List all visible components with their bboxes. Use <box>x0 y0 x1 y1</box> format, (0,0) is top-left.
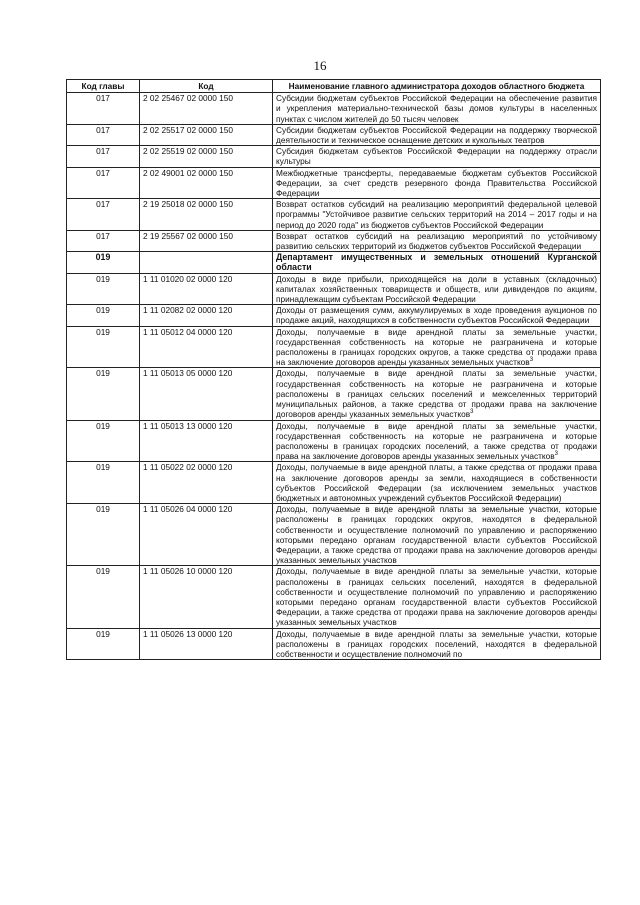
cell-name <box>273 628 601 660</box>
cell-name-text: Доходы от размещения сумм, аккумулируемых в ходе проведения аукционов по продаже акций, находящихся в собственности субъектов Российской Федерации <box>276 305 597 326</box>
cell-name-text: Доходы в виде прибыли, приходящейся на доли в уставных (складочных) капиталах хозяйственных товариществ и обществ, или дивидендов по акциям, принадлежащим субъектам Российской Федерации <box>276 273 597 305</box>
cell-name-text: Субсидия бюджетам субъектов Российской Федерации на поддержку отрасли культуры <box>276 146 597 167</box>
table-row <box>67 124 601 145</box>
footnote-marker: 3 <box>470 409 474 416</box>
cell-name-text: Доходы, получаемые в виде арендной платы, а также средства от продажи права на заключение договоров аренды за земли, находящиеся в собственности субъектов Российской Федерации (за исключением земельных участков бюджетных и автономных учреждений субъектов Российской Федерации) <box>276 462 597 503</box>
cell-code-head: 019 <box>67 462 140 504</box>
header-code: Код <box>140 80 273 93</box>
table-row <box>67 504 601 566</box>
cell-name-text: Возврат остатков субсидий на реализацию мероприятий по устойчивому развитию сельских территорий из бюджетов субъектов Российской Федерации <box>276 230 597 252</box>
cell-name <box>273 273 601 305</box>
cell-code: 1 11 05026 13 0000 120 <box>140 628 273 660</box>
table-row <box>67 462 601 504</box>
cell-code: 1 11 05026 10 0000 120 <box>140 566 273 628</box>
cell-code-head: 017 <box>67 199 140 231</box>
cell-name-text: Доходы, получаемые в виде арендной платы за земельные участки, государственная собственность на которые не разграничена и которые расположены в границах городских округов, а также средства от продажи права на заключение договоров аренды указанных земельных участков <box>276 326 597 368</box>
cell-code: 2 02 49001 02 0000 150 <box>140 167 273 199</box>
cell-code-head: 017 <box>67 230 140 251</box>
header-code-head: Код главы <box>67 80 140 93</box>
cell-name <box>273 368 601 420</box>
cell-code: 2 02 25517 02 0000 150 <box>140 124 273 145</box>
cell-code-head: 019 <box>67 273 140 305</box>
table-row <box>67 326 601 368</box>
cell-code: 2 19 25567 02 0000 150 <box>140 230 273 251</box>
cell-name-text: Доходы, получаемые в виде арендной платы за земельные участки, которые расположены в границах сельских поселений, находятся в федеральной собственности и осуществление полномочий по управлению и распоряжению которыми передано органам государственной власти субъектов Российской Федерации, а также средства от продажи права на заключение договоров аренды указанных земельных участков <box>276 566 597 628</box>
cell-code-head: 019 <box>67 252 140 273</box>
cell-code: 1 11 02082 02 0000 120 <box>140 305 273 326</box>
cell-name-text: Доходы, получаемые в виде арендной платы за земельные участки, которые расположены в границах городских округов, находятся в федеральной собственности и осуществление полномочий по управлению и распоряжению которыми передано органам государственной власти субъектов Российской Федерации, а также средства от продажи права на заключение договоров аренды указанных земельных участков <box>276 504 597 566</box>
footnote-marker: 3 <box>529 357 534 364</box>
cell-name-text: Субсидии бюджетам субъектов Российской Федерации на обеспечение развития и укрепления материально-технической базы домов культуры в населенных пунктах с числом жителей до 50 тысяч человек <box>276 93 597 124</box>
cell-code-head: 017 <box>67 167 140 199</box>
cell-name-text: Субсидии бюджетам субъектов Российской Федерации на поддержку творческой деятельности и техническое оснащение детских и кукольных театров <box>276 124 597 146</box>
cell-name <box>273 252 601 273</box>
cell-name <box>273 420 601 462</box>
cell-name-text: Доходы, получаемые в виде арендной платы за земельные участки, государственная собственность на которые не разграничена и которые расположены в границах сельских поселений и межселенных территорий муниципальных районов, а также средства от продажи права на заключение договоров аренды указанных земельных участков <box>276 368 597 420</box>
cell-name <box>273 93 601 125</box>
cell-code: 1 11 01020 02 0000 120 <box>140 273 273 305</box>
cell-code: 1 11 05013 05 0000 120 <box>140 368 273 420</box>
cell-code-head: 017 <box>67 124 140 145</box>
cell-code-head: 019 <box>67 305 140 326</box>
table-row <box>67 252 601 273</box>
table-row <box>67 93 601 125</box>
table-header-row <box>67 80 601 93</box>
cell-name <box>273 326 601 368</box>
table-row <box>67 167 601 199</box>
cell-name-text: Возврат остатков субсидий на реализацию мероприятий федеральной целевой программы "Устойчивое развитие сельских территорий на 2014 – 2017 годы и на период до 2020 года" из бюджетов субъектов Российской Федерации <box>276 199 597 230</box>
cell-code-head: 019 <box>67 628 140 660</box>
cell-name <box>273 504 601 566</box>
cell-code: 2 02 25519 02 0000 150 <box>140 146 273 167</box>
cell-name <box>273 146 601 167</box>
cell-code-head: 019 <box>67 420 140 462</box>
cell-code: 1 11 05012 04 0000 120 <box>140 326 273 368</box>
cell-name <box>273 199 601 231</box>
cell-name-text: Межбюджетные трансферты, передаваемые бюджетам субъектов Российской Федерации, за счет средств резервного фонда Правительства Российской Федерации <box>276 167 597 199</box>
cell-name-text: Доходы, получаемые в виде арендной платы за земельные участки, государственная собственность на которые не разграничена и которые расположены в границах городских поселений, а также средства от продажи права на заключение договоров аренды указанных земельных участков <box>276 420 597 462</box>
cell-code-head: 019 <box>67 368 140 420</box>
cell-name <box>273 124 601 145</box>
cell-name <box>273 167 601 199</box>
table-row <box>67 146 601 167</box>
table-row <box>67 199 601 231</box>
cell-code-head: 017 <box>67 146 140 167</box>
table-row <box>67 566 601 628</box>
cell-name <box>273 305 601 326</box>
cell-name <box>273 462 601 504</box>
header-name: Наименование главного администратора доходов областного бюджета <box>273 80 601 93</box>
cell-code-head: 017 <box>67 93 140 125</box>
revenue-codes-table <box>66 79 601 660</box>
table-row <box>67 628 601 660</box>
cell-code <box>140 252 273 273</box>
table-body <box>67 93 601 660</box>
cell-name-text: Доходы, получаемые в виде арендной платы за земельные участки, которые расположены в границах городских поселений, находятся в федеральной собственности и осуществление полномочий по <box>276 628 597 659</box>
footnote-marker: 3 <box>554 451 559 458</box>
cell-code: 1 11 05022 02 0000 120 <box>140 462 273 504</box>
cell-code: 1 11 05026 04 0000 120 <box>140 504 273 566</box>
table-row <box>67 230 601 251</box>
page-number: 16 <box>313 58 327 73</box>
cell-code: 2 19 25018 02 0000 150 <box>140 199 273 231</box>
cell-code-head: 019 <box>67 326 140 368</box>
cell-code-head: 019 <box>67 566 140 628</box>
table-row <box>67 273 601 305</box>
cell-name <box>273 230 601 251</box>
table-row <box>67 305 601 326</box>
table-row <box>67 368 601 420</box>
cell-name <box>273 566 601 628</box>
cell-code: 2 02 25467 02 0000 150 <box>140 93 273 125</box>
table-row <box>67 420 601 462</box>
cell-name-text: Департамент имущественных и земельных отношений Курганской области <box>276 252 597 273</box>
cell-code-head: 019 <box>67 504 140 566</box>
cell-code: 1 11 05013 13 0000 120 <box>140 420 273 462</box>
